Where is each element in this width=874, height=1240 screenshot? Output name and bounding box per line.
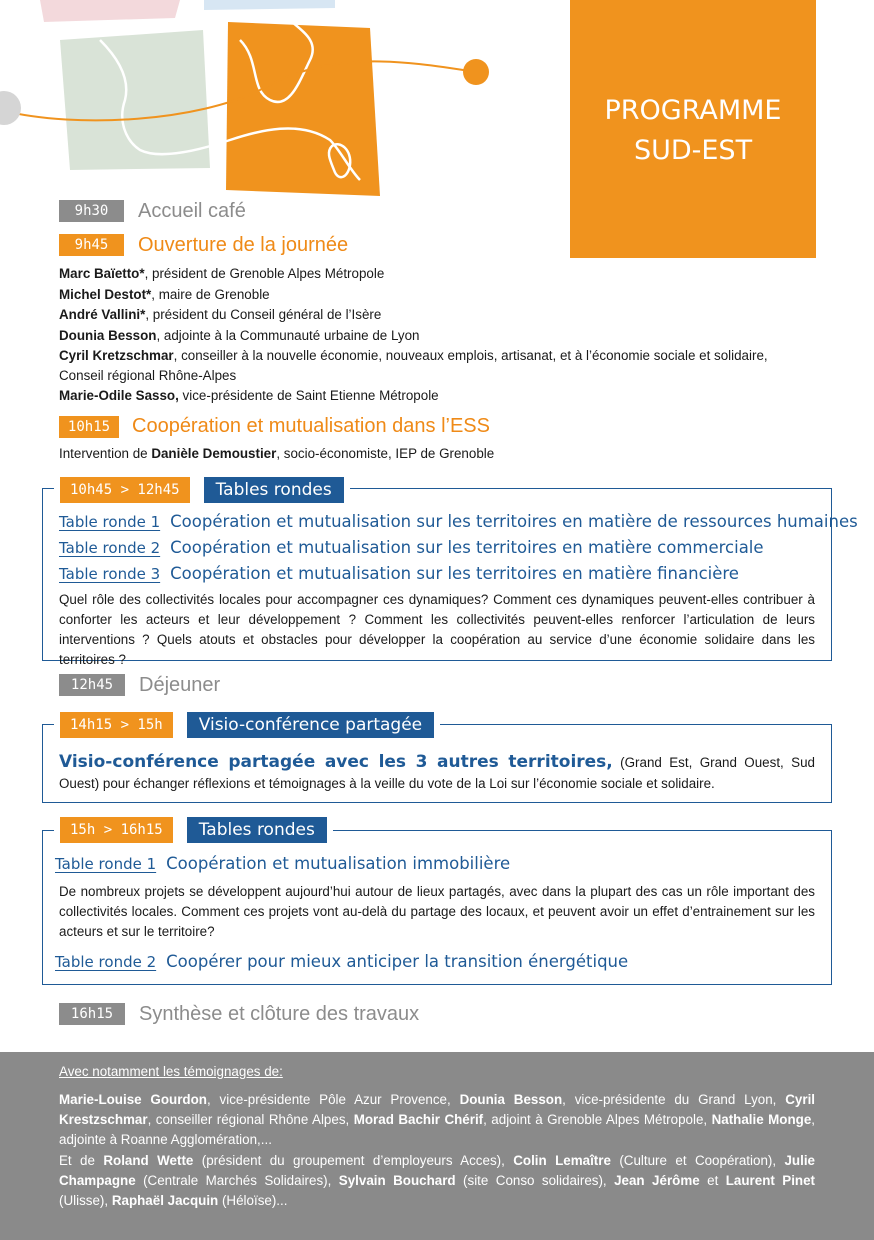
table-ronde-label: Table ronde 1 [59,513,161,531]
table-ronde-row [59,564,739,583]
table-ronde-label: Table ronde 3 [59,565,161,583]
session-title-ouverture: Ouverture de la journée [138,234,349,256]
tables-rondes-description: De nombreux projets se développent aujourd’hui autour de lieux partagés, avec dans la plupart des cas un rôle important des collectivités locales. Comment ces projets vont au-delà du partage des locaux, et peuvent avoir un effet d’entrainement sur les acteurs et sur le territoire? [59,884,815,939]
speaker-line: André Vallini*, président du Conseil général de l’Isère [59,307,382,322]
tables-rondes-description: Quel rôle des collectivités locales pour accompagner ces dynamiques? Comment ces dynamiques peuvent-elles contribuer à conforter les acteurs et leur développement ? Comment les collectivités peuvent-elles renforcer l’articulation de leurs interventions ? Quels atouts et obstacles pour développer la coopération au service d’une économie solidaire dans les territoires ? [59,592,815,667]
tables-rondes-header-2 [54,817,333,843]
session-title-synthese: Synthèse et clôture des travaux [139,1003,420,1025]
time-tag: 10h45 > 12h45 [60,477,190,503]
table-ronde-title: Coopération et mutualisation sur les territoires en matière de ressources humaines [170,512,858,531]
connector-dot-grey [0,91,21,125]
map-tile-blue [204,0,335,10]
programme-title-line2: SUD-EST [633,135,753,166]
connector-dot-orange [463,59,489,85]
speaker-line: Dounia Besson, adjointe à la Communauté urbaine de Lyon [59,328,420,343]
speaker-line: Marie-Odile Sasso, vice-présidente de Saint Etienne Métropole [59,388,439,403]
testimonials-footer [0,1052,874,1240]
table-ronde-title: Coopérer pour mieux anticiper la transition énergétique [166,952,629,971]
testimonials-intro: Avec notamment les témoignages de: [59,1064,283,1079]
table-ronde-label: Table ronde 2 [55,953,157,971]
session-title-accueil: Accueil café [138,200,246,222]
table-ronde-title: Coopération et mutualisation sur les territoires en matière commerciale [170,538,764,557]
speaker-line: Michel Destot*, maire de Grenoble [59,287,270,302]
section-title: Tables rondes [187,817,327,843]
speaker-line: Marc Baïetto*, président de Grenoble Alpes Métropole [59,266,385,281]
section-title: Tables rondes [204,477,344,503]
table-ronde-row [59,538,764,557]
time-tag: 9h30 [59,200,124,222]
time-tag: 12h45 [59,674,125,696]
intervention-line: Intervention de Danièle Demoustier, socio-économiste, IEP de Grenoble [59,446,495,461]
table-ronde-title: Coopération et mutualisation sur les territoires en matière financière [170,564,739,583]
programme-title-line1: PROGRAMME [604,95,782,126]
time-tag: 16h15 [59,1003,125,1025]
header-map-illustration [0,0,570,200]
testimonials-paragraph-1: Marie-Louise Gourdon, vice-présidente Pôle Azur Provence, Dounia Besson, vice-présidente du Grand Lyon, Cyril Krestzschmar, conseiller régional Rhône Alpes, Morad Bachir Chérif, adjoint à Grenoble Alpes Métropole, Nathalie Monge, adjointe à Roanne Agglomération,... [59,1092,816,1147]
map-tile-pink [40,0,180,22]
testimonials-paragraph-2: Et de Roland Wette (président du groupement d’employeurs Acces), Colin Lemaître (Culture et Coopération), Julie Champagne (Centrale Marchés Solidaires), Sylvain Bouchard (site Conso solidaires), Jean Jérôme et Laurent Pinet (Ulisse), Raphaël Jacquin (Héloïse)... [59,1153,816,1208]
table-ronde-row [55,854,510,873]
map-tile-orange [226,22,380,196]
table-ronde-row [55,952,628,971]
speaker-line: Conseil régional Rhône-Alpes [59,368,237,383]
session-title-dejeuner: Déjeuner [139,674,221,696]
map-tile-green [60,30,210,170]
table-ronde-label: Table ronde 2 [59,539,161,557]
time-tag: 10h15 [59,416,119,438]
speaker-line: Cyril Kretzschmar, conseiller à la nouvelle économie, nouveaux emplois, artisanat, et à l’économie sociale et solidaire, [59,348,768,363]
time-tag: 9h45 [59,234,124,256]
table-ronde-row [59,512,858,531]
section-title: Visio-conférence partagée [187,712,434,738]
table-ronde-title: Coopération et mutualisation immobilière [166,854,511,873]
programme-title-box [570,0,816,258]
table-ronde-label: Table ronde 1 [55,855,157,873]
visio-header [54,712,440,738]
visio-description: Visio-conférence partagée avec les 3 autres territoires, (Grand Est, Grand Ouest, Sud Ouest) pour échanger réflexions et témoignages à la veille du vote de la Loi sur l’économie sociale et solidaire. [59,752,815,791]
time-tag: 14h15 > 15h [60,712,173,738]
tables-rondes-header-1 [54,477,350,503]
time-tag: 15h > 16h15 [60,817,173,843]
visio-lead: Visio-conférence partagée avec les 3 autres territoires, [59,752,613,772]
session-title-cooperation: Coopération et mutualisation dans l’ESS [132,415,490,437]
